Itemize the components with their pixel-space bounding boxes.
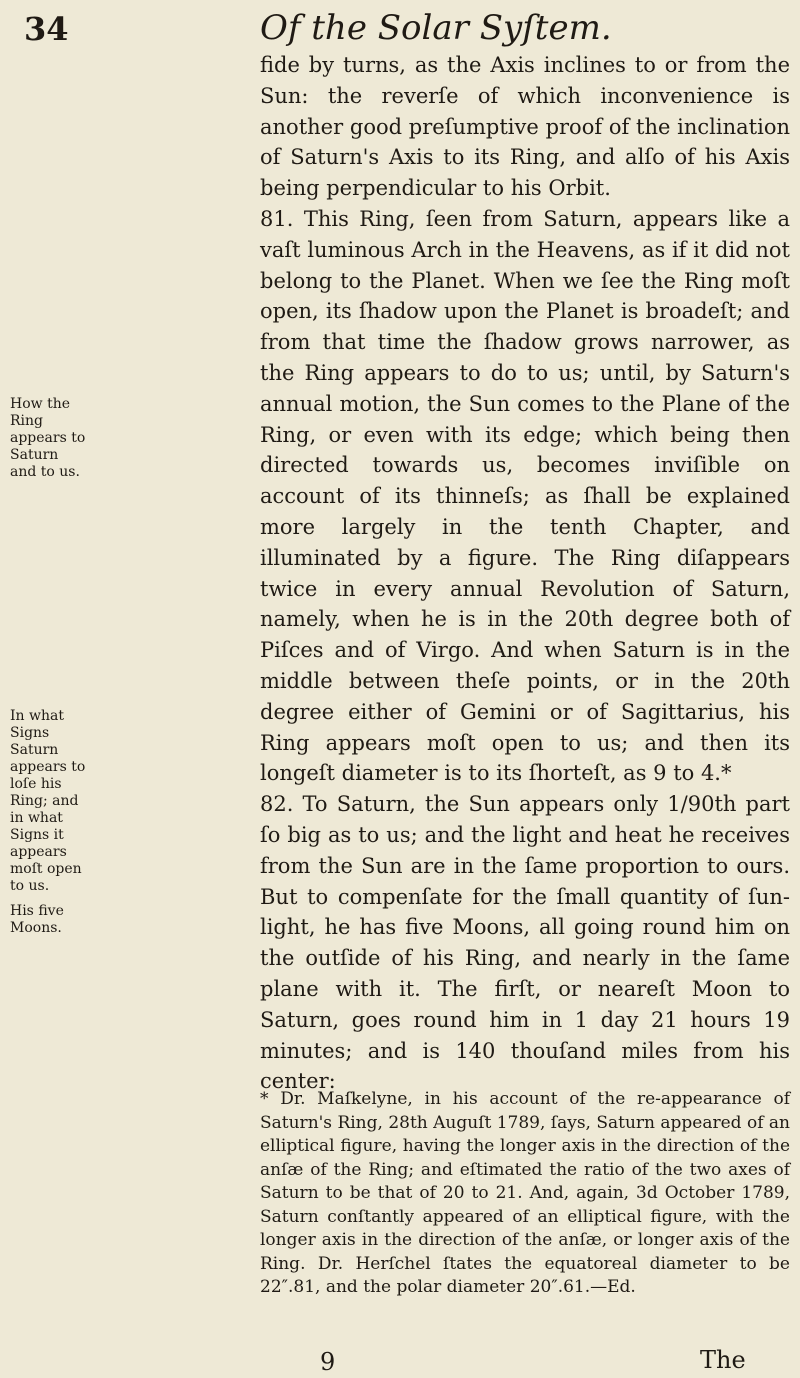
sidenote-ring-appearance: How the Ring appears to Saturn and to us. bbox=[10, 396, 86, 480]
running-title: Of the Solar Syſtem. bbox=[260, 8, 612, 48]
signature-mark: 9 bbox=[320, 1348, 336, 1376]
footnote bbox=[260, 1088, 790, 1300]
paragraph-continuation: fide by turns, as the Axis inclines to or from the Sun: the reverſe of which inconvenience is another good preſumptive proof of the inclination of Saturn's Axis to its Ring, and alſo of his Axis being perpendicular to his Orbit. bbox=[260, 53, 790, 201]
page-number: 34 bbox=[24, 10, 69, 48]
paragraph-81: 81. This Ring, ſeen from Saturn, appears like a vaſt luminous Arch in the Heavens, as if it did not belong to the Planet. When we ſee the Ring moſt open, its ſhadow upon the Planet is broadeſt; and from that time the ſhadow grows narrower, as the Ring appears to do to us; until, by Saturn's annual motion, the Sun comes to the Plane of the Ring, or even with its edge; which being then directed towards us, becomes inviſible on account of its thinneſs; as ſhall be explained more largely in the tenth Chapter, and illuminated by a figure. The Ring diſappears twice in every annual Revolution of Saturn, namely, when he is in the 20th degree both of Piſces and of Virgo. And when Saturn is in the middle between theſe points, or in the 20th degree either of Gemini or of Sagittarius, his Ring appears moſt open to us; and then its longeſt diameter is to its ſhorteſt, as 9 to 4.* bbox=[260, 206, 790, 786]
paragraph-82: 82. To Saturn, the Sun appears only 1/90th part ſo big as to us; and the light and heat he receives from the Sun are in the ſame proportion to ours. But to compenſate for the ſmall quantity of ſun-light, he has five Moons, all going round him on the outſide of his Ring, and nearly in the ſame plane with it. The firſt, or neareſt Moon to Saturn, goes round him in 1 day 21 hours 19 minutes; and is 140 thouſand miles from his center: bbox=[260, 792, 790, 1094]
page-header bbox=[0, 6, 800, 52]
footnote-text: * Dr. Maſkelyne, in his account of the re-appearance of Saturn's Ring, 28th Auguſt 1789, ſays, Saturn appeared of an elliptical figure, having the longer axis in the direction of the anſæ of the Ring; and eſtimated the ratio of the two axes of Saturn to be that of 20 to 21. And, again, 3d October 1789, Saturn conſtantly appeared of an elliptical figure, with the longer axis in the direction of the anſæ, or longer axis of the Ring. Dr. Herſchel ſtates the equatoreal diameter to be 22″.81, and the polar diameter 20″.61.—Ed. bbox=[260, 1089, 790, 1297]
catchword: The bbox=[700, 1346, 746, 1374]
main-text bbox=[260, 50, 790, 1097]
sidenote-five-moons: His five Moons. bbox=[10, 903, 64, 936]
sidenote-ring-signs: In what Signs Saturn appears to loſe his Ring; and in what Signs it appears moſt open to us. bbox=[10, 708, 86, 894]
